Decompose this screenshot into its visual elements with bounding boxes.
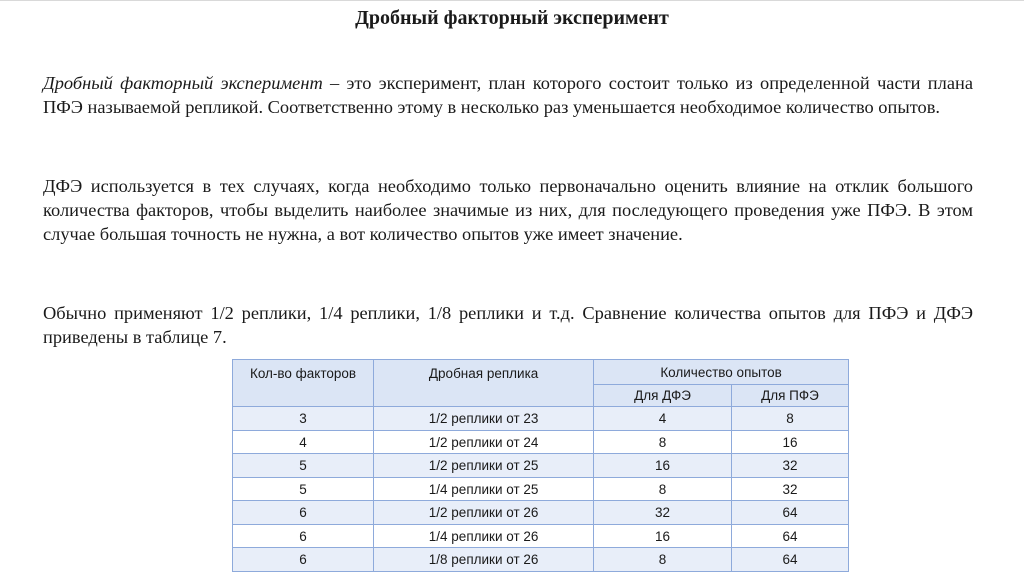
cell-pfe: 16 [731, 430, 848, 454]
cell-dfe: 32 [594, 501, 732, 525]
cell-factors: 6 [233, 548, 374, 572]
cell-replica: 1/2 реплики от 23 [374, 407, 594, 431]
cell-replica: 1/2 реплики от 24 [374, 430, 594, 454]
cell-dfe: 16 [594, 524, 732, 548]
cell-factors: 4 [233, 430, 374, 454]
paragraph-usage: ДФЭ используется в тех случаях, когда необходимо только первоначально оценить влияние на отклик большого количества факторов, чтобы выделить наиболее значимые из них, для последующего проведения уже ПФЭ. В этом случае большая точность не нужна, а вот количество опытов уже имеет значение. [43, 176, 973, 244]
cell-replica: 1/2 реплики от 25 [374, 454, 594, 478]
header-replica: Дробная реплика [374, 360, 594, 407]
top-divider [0, 0, 1024, 1]
cell-replica: 1/4 реплики от 25 [374, 477, 594, 501]
cell-factors: 3 [233, 407, 374, 431]
cell-dfe: 4 [594, 407, 732, 431]
table-row [233, 430, 849, 454]
table-row [233, 548, 849, 572]
cell-dfe: 8 [594, 477, 732, 501]
cell-replica: 1/8 реплики от 26 [374, 548, 594, 572]
cell-replica: 1/4 реплики от 26 [374, 524, 594, 548]
cell-factors: 5 [233, 454, 374, 478]
cell-replica: 1/2 реплики от 26 [374, 501, 594, 525]
cell-factors: 6 [233, 501, 374, 525]
cell-pfe: 64 [731, 501, 848, 525]
cell-dfe: 8 [594, 548, 732, 572]
header-dfe: Для ДФЭ [594, 385, 732, 407]
cell-dfe: 8 [594, 430, 732, 454]
cell-pfe: 32 [731, 477, 848, 501]
cell-pfe: 64 [731, 524, 848, 548]
definition-text: – это эксперимент, план которого состоит только из определенной части плана ПФЭ называемой репликой. Соответственно этому в несколько раз уменьшается необходимое количество опытов. [43, 73, 973, 117]
header-pfe: Для ПФЭ [731, 385, 848, 407]
paragraph-replicas: Обычно применяют 1/2 реплики, 1/4 реплики, 1/8 реплики и т.д. Сравнение количества опытов для ПФЭ и ДФЭ приведены в таблице 7. [43, 303, 973, 347]
cell-pfe: 8 [731, 407, 848, 431]
cell-factors: 5 [233, 477, 374, 501]
table-row [233, 407, 849, 431]
comparison-table [232, 359, 849, 572]
table-body [233, 407, 849, 572]
header-factors: Кол-во факторов [233, 360, 374, 407]
cell-pfe: 32 [731, 454, 848, 478]
table-row [233, 477, 849, 501]
cell-dfe: 16 [594, 454, 732, 478]
table-row [233, 454, 849, 478]
cell-pfe: 64 [731, 548, 848, 572]
paragraph-definition [43, 71, 973, 119]
table-row [233, 501, 849, 525]
header-experiments: Количество опытов [594, 360, 849, 385]
definition-term: Дробный факторный эксперимент [43, 73, 323, 93]
table-row [233, 524, 849, 548]
cell-factors: 6 [233, 524, 374, 548]
page-title: Дробный факторный эксперимент [355, 7, 669, 29]
